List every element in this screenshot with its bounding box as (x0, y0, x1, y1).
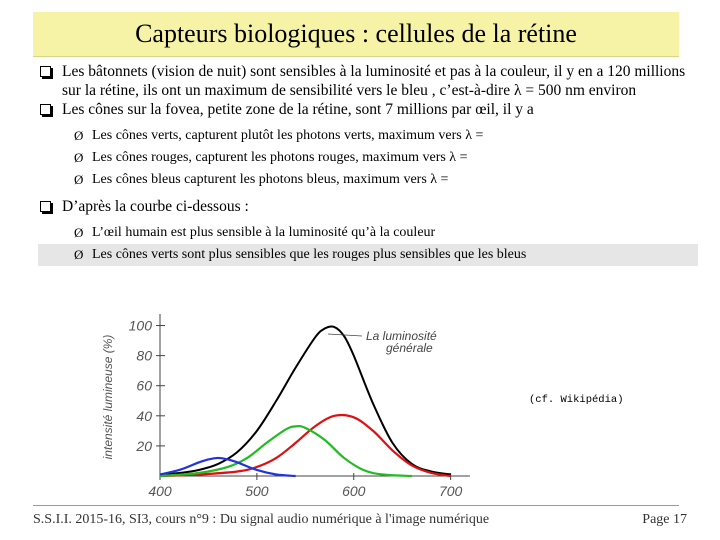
y-tick-label: 80 (136, 347, 152, 364)
sub-bullet-blue-cones (38, 169, 698, 191)
bullet-cones (38, 100, 698, 119)
sub-bullet-text: Les cônes verts, capturent plutôt les photons verts, maximum vers λ = (92, 128, 484, 143)
bullet-list (38, 62, 698, 266)
red-cones-curve (160, 415, 451, 476)
arrow-bullet-icon: Ø (74, 150, 84, 165)
square-bullet-icon (40, 201, 51, 212)
curve-annotation-line1: La luminosité (366, 329, 437, 343)
sub-bullet-red-cones (38, 147, 698, 169)
slide-title-box (33, 12, 679, 57)
sub-bullet-text: Les cônes bleus capturent les photons bleus, maximum vers λ = (92, 172, 449, 187)
sub-bullet-text: Les cônes verts sont plus sensibles que les rouges plus sensibles que les bleus (92, 247, 527, 262)
arrow-bullet-icon: Ø (74, 128, 84, 143)
sub-bullet-green-cones (38, 125, 698, 147)
y-axis-title: intensité lumineuse (%) (101, 334, 115, 460)
x-tick-label: 500 (245, 483, 269, 499)
y-tick-label: 20 (136, 437, 152, 454)
x-tick-label: 700 (438, 483, 463, 499)
footer-divider (33, 505, 679, 506)
curve-annotation-line2: générale (386, 341, 433, 355)
sub-bullet-luminosity (38, 222, 698, 244)
bullet-text: D’après la courbe ci-dessous : (62, 198, 249, 215)
x-tick-label: 400 (148, 483, 172, 499)
square-bullet-icon (40, 104, 51, 115)
bullet-rods (38, 62, 698, 100)
slide-title: Capteurs biologiques : cellules de la rétine (135, 19, 577, 48)
bullet-text: Les cônes sur la fovea, petite zone de la rétine, sont 7 millions par œil, il y a (62, 101, 534, 118)
square-bullet-icon (40, 66, 51, 77)
arrow-bullet-icon: Ø (74, 247, 84, 262)
y-tick-label: 40 (136, 407, 152, 424)
sub-bullet-text: Les cônes rouges, capturent les photons rouges, maximum vers λ = (92, 150, 468, 165)
bullet-text: Les bâtonnets (vision de nuit) sont sensibles à la luminosité et pas à la couleur, il y en a 120 millions sur la rétine, ils ont un maximum de sensibilité vers le bleu , c’est-à-dire λ = 500 nm environ (62, 63, 686, 99)
y-tick-label: 100 (128, 317, 152, 334)
citation: (cf. Wikipédia) (529, 394, 624, 406)
y-tick-label: 60 (136, 377, 152, 394)
x-tick-label: 600 (342, 483, 366, 499)
sub-bullet-text: L’œil humain est plus sensible à la luminosité qu’à la couleur (92, 225, 436, 240)
footer-course-info: S.S.I.I. 2015-16, SI3, cours n°9 : Du signal audio numérique à l'image numérique (33, 512, 490, 527)
sub-bullet-sensitivity (38, 244, 698, 266)
arrow-bullet-icon: Ø (74, 225, 84, 240)
page-number: Page 17 (642, 512, 687, 527)
arrow-bullet-icon: Ø (74, 172, 84, 187)
bullet-curve (38, 197, 698, 216)
